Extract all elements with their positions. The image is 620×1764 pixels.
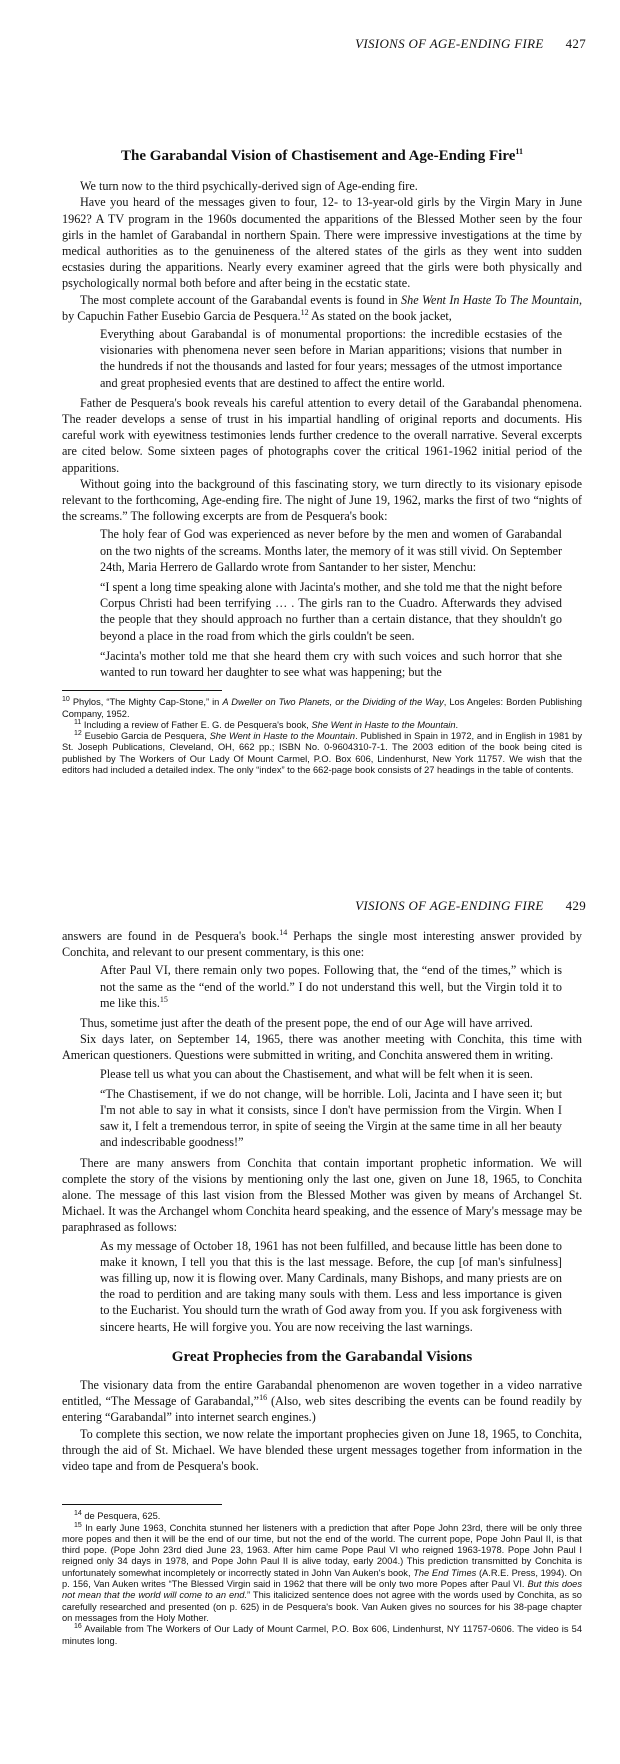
block-quote: “The Chastisement, if we do not change, will be horrible. Loli, Jacinta and I have seen it; but I'm not able to say in what it consists, since I don't have permission from the Virgin. When I saw it, I felt a tremendous terror, in spite of seeing the Virgin at the same time in all her beauty and indescribable goodness!” — [100, 1086, 562, 1150]
running-head-427 — [355, 36, 586, 52]
block-quote: “I spent a long time speaking alone with Jacinta's mother, and she told me that the night before Corpus Christi had been terrifying … . The girls ran to the Cuadro. Afterwards they advised the people that they should approach no further than a certain distance, that they shouldn't go beyond a place in the road from which the girls couldn't be seen. — [100, 580, 562, 643]
section-heading: Great Prophecies from the Garabandal Visions — [171, 1348, 473, 1365]
paragraph: There are many answers from Conchita that contain important prophetic information. We will complete the story of the visions by mentioning only the last one, given on June 18, 1965, to Conchita alone. The message of this last vision from the Blessed Mother was given by means of Archangel St. Michael. It was the Archangel whom Conchita heard speaking, and the essence of Mary's message may be paraphrased as follows: — [62, 1155, 582, 1235]
page-429-body — [62, 928, 582, 1647]
running-head-429 — [355, 898, 586, 914]
footnote-divider — [62, 1504, 222, 1505]
paragraph: The most complete account of the Garabandal events is found in She Went In Haste To The Mountain, by Capuchin Father Eusebio Garcia de Pesquera.$^{12}$ As stated on the book jacket, — [62, 292, 582, 323]
footnote-11: $^{11}$ Including a review of Father E. G. de Pesquera's book, She Went in Haste to the Mountain. — [74, 718, 459, 730]
paragraph: We turn now to the third psychically-derived sign of Age-ending fire. — [80, 179, 418, 194]
block-quote: After Paul VI, there remain only two popes. Following that, the “end of the times,” which is not the same as the “end of the world.” I do not understand this well, but the Virgin told it to me like this.$^{15}$ — [100, 963, 562, 1010]
paragraph: To complete this section, we now relate the important prophecies given on June 18, 1965, to Conchita, through the aid of St. Michael. We have blended these urgent messages together from information in the video tape and from de Pesquera's book. — [62, 1426, 582, 1474]
paragraph: answers are found in de Pesquera's book.$^{14}$ Perhaps the single most interesting answer provided by Conchita, and relevant to our present commentary, is this one: — [62, 927, 582, 960]
paragraph: The visionary data from the entire Garabandal phenomenon are woven together in a video narrative entitled, “The Message of Garabandal,”$^{16}$ (Also, web sites describing the events can be found readily by entering “Garabandal” into internet search engines.) — [62, 1378, 582, 1425]
footnote-10: $^{10}$ Phylos, “The Mighty Cap-Stone,” in A Dweller on Two Planets, or the Dividing of the Way, Los Angeles: Borden Publishing Company, 1952. — [62, 696, 582, 719]
paragraph: Thus, sometime just after the death of the present pope, the end of our Age will have arrived. — [80, 1016, 533, 1031]
footnote-divider — [62, 690, 222, 691]
footnote-16: $^{16}$ Available from The Workers of Our Lady of Mount Carmel, P.O. Box 606, Lindenhurst, NY 11757-0606. The video is 54 minutes long. — [62, 1623, 582, 1646]
footnote-ref[interactable]: 16 — [259, 1393, 268, 1403]
footnote-ref[interactable]: 11 — [515, 147, 523, 156]
block-quote: Please tell us what you can about the Chastisement, and what will be felt when it is seen. — [100, 1066, 533, 1081]
section-title: The Garabandal Vision of Chastisement and Age-Ending Fire$^{11}$ — [121, 147, 523, 164]
footnote-14: $^{14}$ de Pesquera, 625. — [74, 1510, 161, 1522]
page-number: 427 — [565, 36, 586, 51]
footnote-ref[interactable]: 15 — [159, 994, 168, 1004]
footnote-15: $^{15}$ In early June 1963, Conchita stunned her listeners with a prediction that after Pope John 23rd, there will be only three more popes and then it will be the end of our time, but not the end of the world. The current pope, Pope John Paul II, is that third pope. (Pope John 23rd died June 23, 1963. After him came Pope Paul VI who reigned 1963-1978. Pope John Paul I reigned only 34 days in 1978, and Pope John Paul II is alive today, early 2004.) This prediction transmitted by Conchita is unfortunately somewhat incompletely or incorrectly stated in John Van Auken's book, The End Times (A.R.E. Press, 1994). On p. 156, Van Auken writes “The Blessed Virgin said in 1962 that there will be only two more Popes after Paul VI. But this does not mean that the world will come to an end.” This italicized sentence does not agree with the words used by Conchita, as so carefully researched and presented (on p. 625) in de Pesquera's book. Van Auken gives no sources for his 38-page chapter on messages from the Holy Mother. — [62, 1521, 583, 1623]
page-number: 429 — [565, 898, 586, 913]
block-quote: “Jacinta's mother told me that she heard them cry with such voices and such horror that she wanted to run toward her daughter to see what was happening; but the — [100, 648, 562, 680]
page-427-body — [62, 148, 582, 776]
paragraph: Without going into the background of this fascinating story, we turn directly to its visionary episode relevant to the forthcoming, Age-ending fire. The night of June 19, 1962, marks the first of two “nights of the screams.” The following excerpts are from de Pesquera's book: — [62, 476, 582, 524]
footnote-ref[interactable]: 12 — [300, 307, 309, 317]
paragraph: Six days later, on September 14, 1965, there was another meeting with Conchita, this time with American questioners. Questions were submitted in writing, and Conchita answered them in writing. — [62, 1032, 582, 1063]
running-head-title: VISIONS OF AGE-ENDING FIRE — [355, 36, 544, 51]
block-quote: As my message of October 18, 1961 has not been fulfilled, and because little has been done to make it known, I tell you that this is the last message. Before, the cup [of man's sinfulness] was filling up, now it is flowing over. Many Cardinals, many Bishops, and many priests are on the road to perdition and are taking many souls with them. Less and less importance is given to the Eucharist. You should turn the wrath of God away from you. If you ask forgiveness with sincere hearts, He will forgive you. You are now receiving the last warnings. — [100, 1238, 562, 1334]
running-head-title: VISIONS OF AGE-ENDING FIRE — [355, 898, 544, 913]
footnote-ref[interactable]: 14 — [279, 927, 288, 937]
footnote-12: $^{12}$ Eusebio Garcia de Pesquera, She Went in Haste to the Mountain. Published in Spain in 1972, and in English in 1981 by St. Joseph Publications, Cleveland, OH, 662 pp.; ISBN No. 0-9604310-7-1. The 2003 edition of the book being cited is published by The Workers of Our Lady Of Mount Carmel, P.O. Box 606, Lindenhurst, New York 11757. We wish that the editors had included a detailed index. The only “index” to the 662-page book consists of 27 headings in the table of contents. — [62, 730, 582, 776]
book-title: She Went In Haste To The Mountain — [401, 292, 579, 307]
paragraph: Have you heard of the messages given to four, 12- to 13-year-old girls by the Virgin Mary in June 1962? A TV program in the 1960s documented the apparitions of the Blessed Mother seen by the four girls in the hamlet of Garabandal in northern Spain. There were impressive investigations at the time by medical authorities as to the genuineness of the altered states of the girls as they went into sudden ecstasies during the apparitions. Nearly every examiner agreed that the girls were both physically and psychologically normal both before and after being in the ecstatic state. — [62, 195, 582, 291]
block-quote: The holy fear of God was experienced as never before by the men and women of Garabandal on the two nights of the screams. Months later, the memory of it was still vivid. On September 24th, Maria Herrero de Gallardo wrote from Santander to her sister, Menchu: — [100, 527, 562, 574]
paragraph: Father de Pesquera's book reveals his careful attention to every detail of the Garabandal phenomena. The reader develops a sense of trust in his impartial handling of original reports and documents. His careful work with eyewitness testimonies lends further credence to the overall narrative. Several excerpts are cited below. Some sixteen pages of photographs cover the critical 1961-1962 initial period of the apparitions. — [62, 395, 582, 475]
block-quote: Everything about Garabandal is of monumental proportions: the incredible ecstasies of the visionaries with phenomena never seen before in Marian apparitions; visions that number in the hundreds if not the thousands and lasted for four years; messages of the utmost importance and great prophesied events that are destined to affect the entire world. — [100, 327, 562, 390]
